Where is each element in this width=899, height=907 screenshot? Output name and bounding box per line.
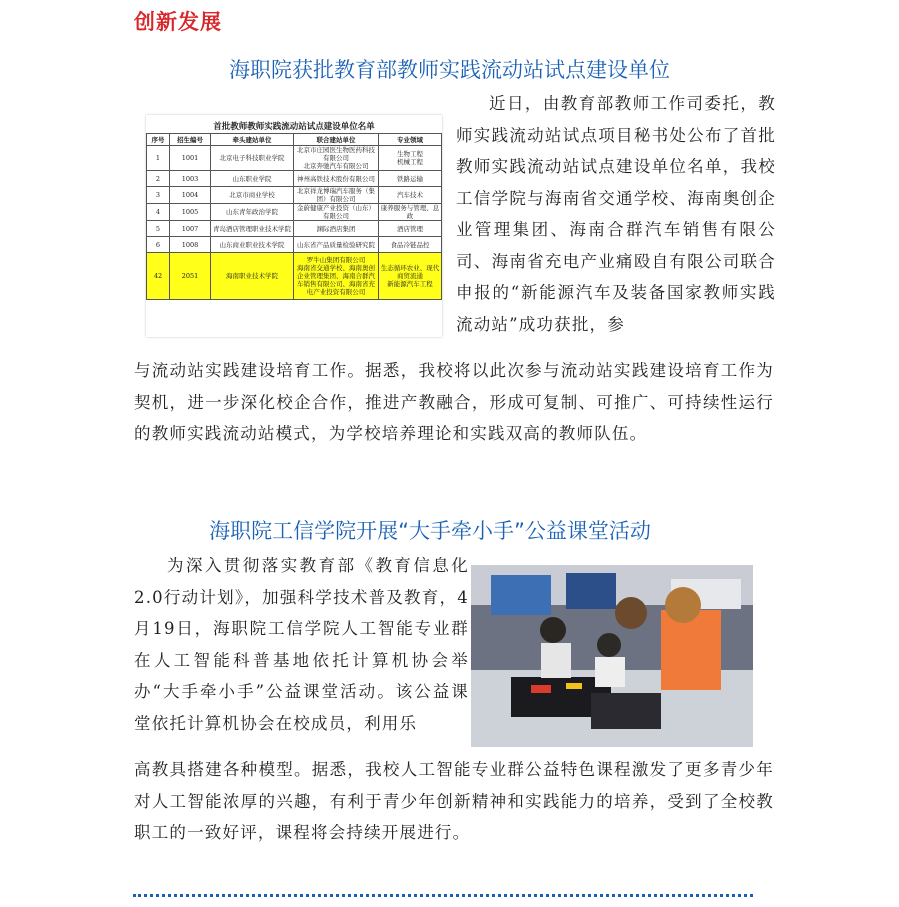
table-cell-partner: 金蔚健康产业投资（山东）有限公司 [294,204,379,221]
table-cell-no: 3 [147,187,170,204]
article2-body-full: 高教具搭建各种模型。据悉，我校人工智能专业群公益特色课程激发了更多青少年对人工智能浓厚的兴趣，有利于青少年创新精神和实践能力的培养，受到了全校教职工的一致好评，课程将会持续开展进行。 [134,760,774,842]
section-label: 创新发展 [134,10,222,34]
table-cell-code: 1005 [170,204,211,221]
footer-divider [133,894,753,897]
table-row [147,204,442,221]
photo-illustration [471,565,753,747]
table-cell-lead: 山东商业职业技术学院 [211,237,294,253]
table-cell-code: 1001 [170,146,211,171]
table-cell-no: 2 [147,171,170,187]
table-row [147,146,442,171]
table-cell-field: 铁路运输 [379,171,442,187]
table-cell-partner: 渊际酒店集团 [294,221,379,237]
classroom-robotics-photo [471,565,753,747]
table-cell-field: 汽车技术 [379,187,442,204]
table-cell-lead: 山东职业学院 [211,171,294,187]
article1-title[interactable]: 海职院获批教育部教师实践流动站试点建设单位 [229,58,670,82]
col-header: 专业领域 [379,134,442,146]
table-cell-code: 1007 [170,221,211,237]
table-row [147,171,442,187]
table-cell-lead: 山东青年政治学院 [211,204,294,221]
table-cell-no: 42 [147,253,170,300]
table-cell-field: 生态循环农业、现代商贸流通 新能源汽车工程 [379,253,442,300]
table-cell-no: 1 [147,146,170,171]
table-title: 首批教师教师实践流动站试点建设单位名单 [213,122,375,132]
approved-units-table-image [146,115,442,337]
table-cell-code: 2051 [170,253,211,300]
table-cell-partner: 山东省产品质量检验研究院 [294,237,379,253]
col-header: 招生编号 [170,134,211,146]
table-cell-partner: 罗牛山集团有限公司 海南省交通学校、海南奥创企业管理集团、海南合群汽车销售有限公司、海南省充电产业投资有限公司 [294,253,379,300]
table-cell-field: 康养服务与管理、息政 [379,204,442,221]
article1-body-wrap: 近日，由教育部教师工作司委托，教师实践流动站试点项目秘书处公布了首批教师实践流动站试点建设单位名单，我校工信学院与海南省交通学校、海南奥创企业管理集团、海南合群汽车销售有限公司、海南省充电产业痛殴自有限公司联合申报的“新能源汽车及装备国家教师实践流动站”成功获批，参 [456,94,776,334]
table-cell-no: 6 [147,237,170,253]
table-cell-field: 酒店管理 [379,221,442,237]
table-cell-partner: 神州高铁技术股份有限公司 [294,171,379,187]
table-row [147,221,442,237]
table-cell-partner: 北京市庄园医生物医药科技有限公司 北京奔驰汽车有限公司 [294,146,379,171]
table-cell-no: 5 [147,221,170,237]
article2-body-wrap: 为深入贯彻落实教育部《教育信息化2.0行动计划》，加强科学技术普及教育，4月19日，海职院工信学院人工智能专业群在人工智能科普基地依托计算机协会举办“大手牵小手”公益课堂活动。该公益课堂依托计算机协会在校成员，利用乐 [134,556,469,733]
approved-units-table [146,133,442,300]
table-cell-lead: 青岛酒店管理职业技术学院 [211,221,294,237]
table-row [147,253,442,300]
table-cell-partner: 北京祥龙博瑞汽车服务（集团）有限公司 [294,187,379,204]
col-header: 序号 [147,134,170,146]
table-cell-no: 4 [147,204,170,221]
table-cell-field: 生物工程 机械工程 [379,146,442,171]
table-cell-field: 食品冷链品控 [379,237,442,253]
table-cell-lead: 北京市商业学校 [211,187,294,204]
col-header: 联合建站单位 [294,134,379,146]
table-cell-lead: 北京电子科技职业学院 [211,146,294,171]
table-row [147,187,442,204]
col-header: 牵头建站单位 [211,134,294,146]
table-cell-code: 1008 [170,237,211,253]
article1-body-full: 与流动站实践建设培育工作。据悉，我校将以此次参与流动站实践建设培育工作为契机，进一步深化校企合作，推进产教融合，形成可复制、可推广、可持续性运行的教师实践流动站模式，为学校培养理论和实践双高的教师队伍。 [134,361,774,443]
table-cell-code: 1003 [170,171,211,187]
article2-title[interactable]: 海职院工信学院开展“大手牵小手”公益课堂活动 [209,519,651,543]
table-cell-code: 1004 [170,187,211,204]
table-cell-lead: 海南职业技术学院 [211,253,294,300]
table-row [147,237,442,253]
